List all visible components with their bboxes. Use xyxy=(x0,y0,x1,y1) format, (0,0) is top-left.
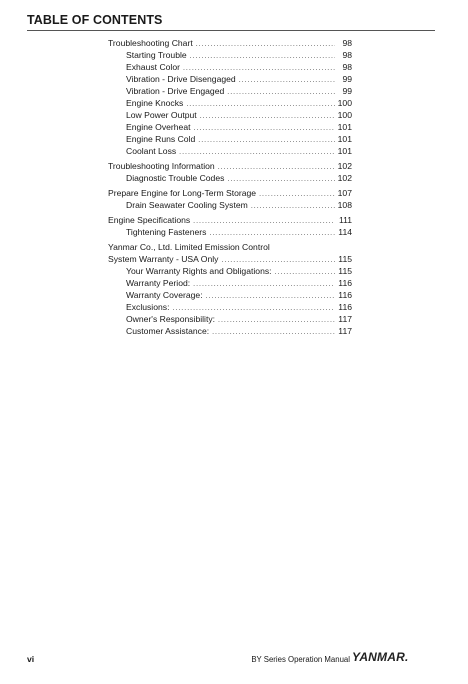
toc-entry-heading xyxy=(108,241,352,253)
toc-entry-page: 102 xyxy=(337,161,352,171)
yanmar-logo: YANMAR. xyxy=(352,650,409,664)
toc-entry[interactable] xyxy=(108,301,352,313)
dot-leader xyxy=(209,228,335,240)
toc-entry-page: 99 xyxy=(342,74,352,84)
toc-entry[interactable] xyxy=(108,172,352,184)
toc-entry-label: Coolant Loss xyxy=(126,146,177,156)
toc-entry[interactable] xyxy=(108,145,352,157)
dot-leader xyxy=(179,147,334,159)
toc-entry[interactable] xyxy=(108,49,352,61)
toc-entry-label: Low Power Output xyxy=(126,110,197,120)
toc-entry[interactable] xyxy=(108,199,352,211)
toc-entry-label: Vibration - Drive Engaged xyxy=(126,86,225,96)
toc-entry-page: 98 xyxy=(342,50,352,60)
toc-entry-page: 108 xyxy=(337,200,352,210)
toc-entry-label: Engine Runs Cold xyxy=(126,134,196,144)
toc-entry[interactable] xyxy=(108,265,352,277)
toc-entry-label: Customer Assistance: xyxy=(126,326,210,336)
toc-entry[interactable] xyxy=(108,85,352,97)
toc-entry-page: 114 xyxy=(338,227,352,237)
toc-entry-page: 101 xyxy=(337,122,352,132)
title-divider xyxy=(27,30,435,31)
toc-entry[interactable] xyxy=(108,133,352,145)
dot-leader xyxy=(251,201,335,213)
toc-entry-label: Engine Specifications xyxy=(108,215,191,225)
toc-entry-label: Vibration - Drive Disengaged xyxy=(126,74,236,84)
toc-entry-page: 115 xyxy=(338,266,352,276)
toc-entry[interactable] xyxy=(108,214,352,226)
toc-entry-page: 100 xyxy=(337,98,352,108)
toc-entry-label: Troubleshooting Information xyxy=(108,161,215,171)
page-title: TABLE OF CONTENTS xyxy=(27,13,163,27)
toc-entry-page: 107 xyxy=(337,188,352,198)
toc-entry-label: Engine Knocks xyxy=(126,98,184,108)
toc-entry-page: 116 xyxy=(338,278,352,288)
toc-entry-page: 101 xyxy=(337,146,352,156)
toc-entry-page: 117 xyxy=(338,326,352,336)
toc-entry[interactable] xyxy=(108,187,352,199)
toc-list xyxy=(108,37,352,337)
toc-entry-label: Engine Overheat xyxy=(126,122,191,132)
toc-entry[interactable] xyxy=(108,325,352,337)
dot-leader xyxy=(227,174,334,186)
footer-page-number: vi xyxy=(27,654,35,664)
toc-entry-label: Drain Seawater Cooling System xyxy=(126,200,248,210)
toc-entry-page: 100 xyxy=(337,110,352,120)
toc-entry-label: Warranty Coverage: xyxy=(126,290,203,300)
dot-leader xyxy=(212,327,335,339)
toc-entry[interactable] xyxy=(108,121,352,133)
toc-entry-page: 101 xyxy=(337,134,352,144)
toc-entry[interactable] xyxy=(108,97,352,109)
toc-entry-page: 117 xyxy=(338,314,352,324)
footer-manual-name: BY Series Operation Manual xyxy=(251,655,350,664)
toc-entry-page: 115 xyxy=(338,254,352,264)
toc-entry-label: Warranty Period: xyxy=(126,278,191,288)
toc-entry-label: Exhaust Color xyxy=(126,62,180,72)
toc-entry-page: 102 xyxy=(337,173,352,183)
toc-entry-page: 111 xyxy=(338,215,352,225)
toc-entry-label: Diagnostic Trouble Codes xyxy=(126,173,225,183)
toc-entry[interactable] xyxy=(108,277,352,289)
toc-entry-label: Troubleshooting Chart xyxy=(108,38,193,48)
toc-entry-label: Starting Trouble xyxy=(126,50,187,60)
toc-entry[interactable] xyxy=(108,73,352,85)
toc-entry-page: 116 xyxy=(338,290,352,300)
toc-entry[interactable] xyxy=(108,61,352,73)
toc-entry[interactable] xyxy=(108,253,352,265)
toc-entry-label: Your Warranty Rights and Obligations: xyxy=(126,266,272,276)
toc-entry-label: Yanmar Co., Ltd. Limited Emission Control xyxy=(108,242,270,252)
toc-entry[interactable] xyxy=(108,160,352,172)
toc-entry[interactable] xyxy=(108,109,352,121)
toc-entry-page: 116 xyxy=(338,302,352,312)
toc-entry-label: Exclusions: xyxy=(126,302,170,312)
toc-entry-label: Owner's Responsibility: xyxy=(126,314,216,324)
toc-entry-label: System Warranty - USA Only xyxy=(108,254,219,264)
toc-entry-label: Tightening Fasteners xyxy=(126,227,207,237)
toc-entry-page: 98 xyxy=(342,62,352,72)
toc-entry-page: 98 xyxy=(342,38,352,48)
toc-entry-page: 99 xyxy=(342,86,352,96)
toc-entry[interactable] xyxy=(108,313,352,325)
toc-entry-label: Prepare Engine for Long-Term Storage xyxy=(108,188,257,198)
toc-entry[interactable] xyxy=(108,226,352,238)
toc-entry[interactable] xyxy=(108,37,352,49)
toc-entry[interactable] xyxy=(108,289,352,301)
